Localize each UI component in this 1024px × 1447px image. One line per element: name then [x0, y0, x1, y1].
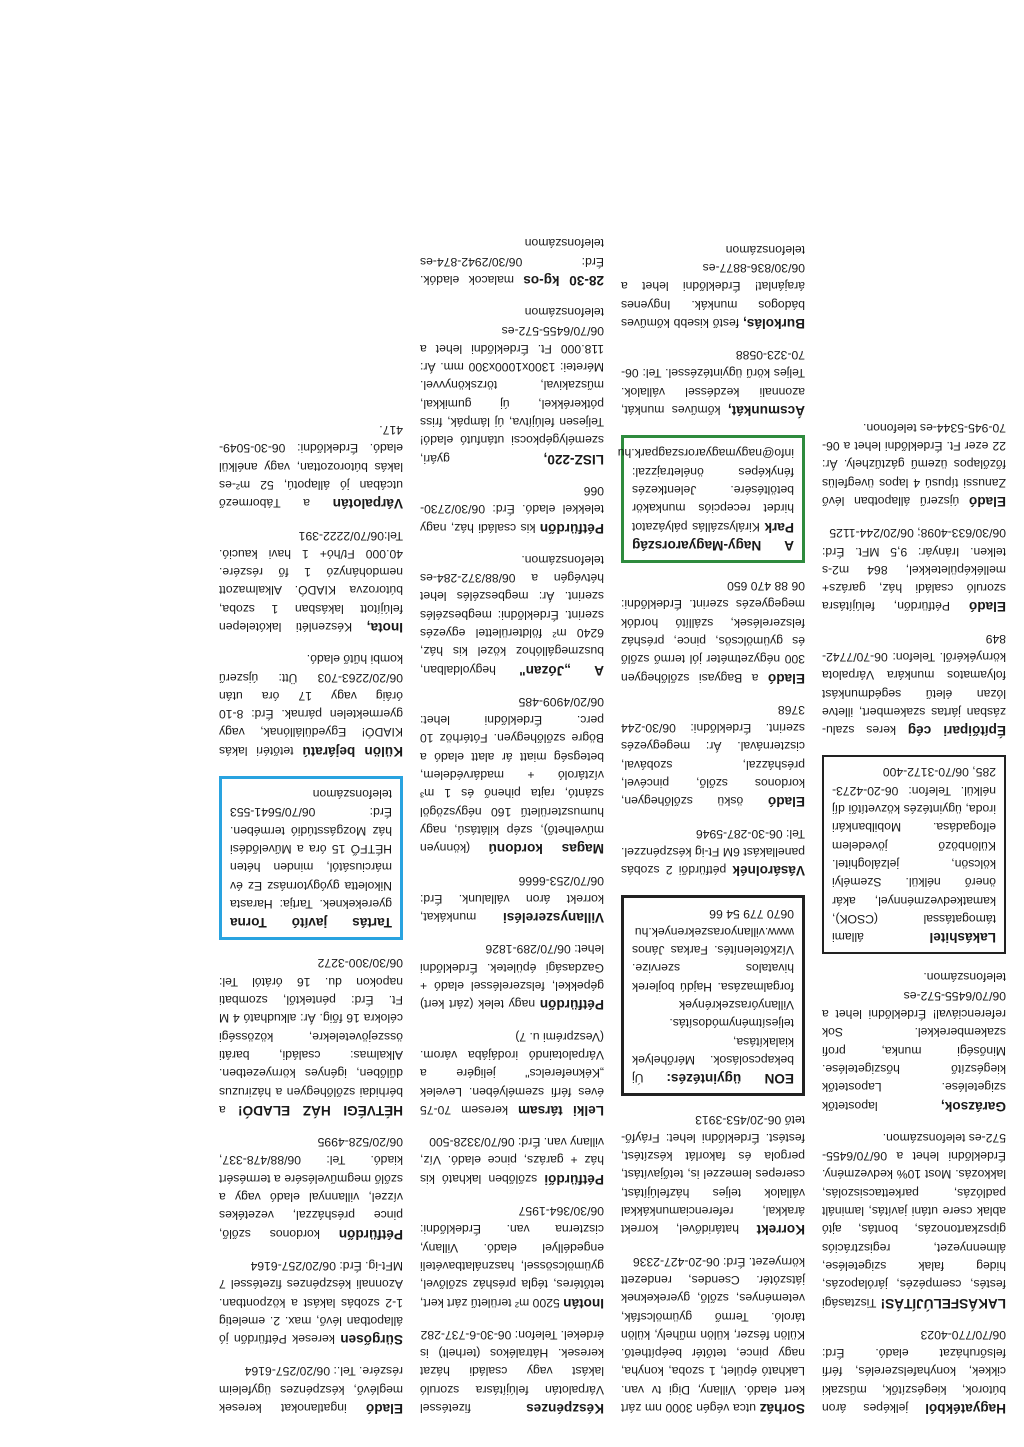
ad-title: HÉTVÉGI HÁZ ELADÓ!	[238, 1102, 403, 1118]
classified-ad	[621, 701, 805, 811]
ad-title: Eladó	[365, 1401, 403, 1416]
classified-ad	[420, 940, 604, 1013]
ad-body: lapostetők szigetelése. Lapostetők kiegészítő hőszigetelése. Minőségi munka, profi szakemberekkel. Sok referenciával! Érdeklődni lehet a 06/70/6455-572-es telefonszámon.	[822, 970, 1006, 1113]
classified-ad	[219, 1362, 403, 1417]
classified-ad	[420, 693, 604, 858]
classified-ad	[621, 824, 805, 879]
ad-body: jelképes áron bútorok, kiegészítők, műszaki cikkek, konyhafelszerelés, férfi felsőruházat eladó. Érd: 06/70/770-4023	[821, 1327, 1006, 1415]
ad-body: a bérhidai szőlőhegyen a háziruzus dűlőben, igényes környezetben. Alkalmas: családi, baráti összejövetelekre, közösségi célokra 16 főig. Ár: alkudható 4 M Ft. Érd: péntektől, szombati napokon du. 16 órától Tel: 06/30/300-3272	[219, 956, 403, 1117]
classified-ad	[822, 418, 1006, 509]
classified-ad	[822, 968, 1006, 1114]
ad-body: szőlőben lakható kis ház + garázs, pince eladó. Víz, villany van. Érd: 06/70/3328-500	[420, 1135, 604, 1186]
classifieds-column-2	[617, 226, 805, 1417]
ad-title: Korrekt	[756, 1222, 805, 1238]
ad-body: nagy telek (zárt kert) gépekkel, felszereléssel eladó + Gazdasági épületek. Érdeklődni lehet: 06/70/289-1826	[420, 942, 604, 1012]
ad-title: Eladó	[968, 599, 1006, 615]
ad-title: Külön bejáratú	[302, 743, 403, 759]
ad-title: Várpalotán	[332, 496, 403, 512]
ad-title: Pétfürdőn	[539, 997, 604, 1013]
ad-title: LAKÁSFELÚJÍTÁS!	[880, 1295, 1006, 1311]
ad-body: (könnyen művelhető), szép kilátású, nagy humuszterületű 160 négyszögöl szántó, rajta pihenő és 1 m³ víztároló + madárvédelem, betegség miatt ár alatt eladó a Bögre szőlőhegyen. Fótérhöz 10 perc. Érdeklődni lehet: 06/20/4909-485	[419, 694, 604, 856]
classified-ad	[420, 1202, 604, 1312]
ad-body: keresem 70-75 éves férfi személyében. Levelek „Kékneferelcs" jeligére a Várpalotaindó irodájába várom. (Veszprémi u. 7)	[420, 1029, 604, 1117]
ad-title: Pétfürdői	[544, 1171, 604, 1187]
ad-body: Készenléti lakótelepen felújított lakásban 1 szoba, bútorozva KIADÓ. Alkalmazott nemdohányzó 1 fő részére. 40.000 Ft/hó+ 1 havi kaució. Tel:06/70/2222-391	[219, 528, 403, 635]
ad-title: Inotán	[563, 1295, 604, 1311]
ad-body: fizetéssel Várpalotán felújításra szoruló lakást vagy családi házat keresek. Hátralékos (terhelt) is érdekel. Telefon: 06-30-6-737-282	[420, 1327, 604, 1415]
classified-ad	[621, 346, 805, 419]
ad-body: utca végén 3000 nm zárt kert eladó. Villany, Digi tv van. Lakható épület, 1 szoba, konyha, nagy pince, tetőtér beépíthető. Külön fészer, külön műhely, külön tároló. Termő gyümölcsfák, veteményes, szőlő, gyerekeknek játszótér. Csendes, rendezett környezet. Érd: 06-20-427-2336	[621, 1254, 805, 1415]
ad-body: kőműves munkát, azonnali kezdéssel vállalok. Teljes körű ügyintézéssel. Tel: 06-70-323-0588	[621, 348, 805, 418]
classified-ad	[219, 776, 403, 940]
classified-ad	[219, 526, 403, 636]
ad-body: határidővel, korrekt árakkal, referenciamunkákkal vállalok teljes házfelújítást, cserepes lemezzel is, tetőjavítást, pergola és fakorlát készítést, festést. Érdeklődni lehet: Fráyfő-tető 06-20/453-3913	[621, 1112, 805, 1237]
classified-ad	[219, 954, 403, 1119]
classified-ad	[621, 1110, 805, 1238]
ad-title: Villanyszerelési	[502, 910, 604, 926]
classifieds-column-1	[822, 404, 1006, 1417]
ad-title: Inota,	[366, 620, 403, 636]
classifieds-column-3	[420, 220, 604, 1417]
ad-body: Pétfürdőn, felújításra szoruló családi ház, garázs+ melléképületekkel, 864 m2-s telken. Irányár: 9,5 MFt. Érd: 06/30/633-4098; 06/20/244-1125	[822, 526, 1006, 614]
ad-body: Tisztasági festés, csempézés, járólapozás, hideg falak szigetelése, álmennyezet, regisztrációs gipszkartonozás, bontás, ajtó ablak csere utáni javítás, laminált padlózás, parkettacsiszolás, lakkozás. Most 10% kedvezmény. Érdeklődni lehet a 06/70/6455-572-es telefonszámon.	[822, 1130, 1006, 1310]
classified-ad	[420, 1133, 604, 1188]
classified-ad	[822, 629, 1006, 739]
ad-body: festő kisebb kőműves bádogos munkák. Ingyenes árajánlat! Érdeklődni lehet a 06/30/836-8877-es telefonszámon	[621, 242, 805, 330]
classified-ad	[420, 871, 604, 926]
classified-ad	[219, 650, 403, 760]
ad-title: Sorház	[759, 1401, 805, 1416]
classified-ad	[822, 1326, 1006, 1417]
classified-ad	[617, 435, 805, 563]
classified-ad	[420, 303, 604, 468]
ad-body: gyerekeknek. Tartja: Harasta Nikoletta gyógytornász Ez év márciusától, minden héten HÉTFŐ 15 óra a Művelődési ház Mozgásstúdió termében. Érd: 06/70/5641-553 telefonszámon	[230, 787, 392, 911]
ad-title: Építőipari cég	[907, 723, 1006, 739]
ad-title: Ácsmunkát,	[727, 403, 805, 419]
ad-body: Új bekapcsolások. Mérőhelyek kialakítása, teljesítménymódosítás. Villanyóraszekrények forgalmazása. Hajdú bojlerek hivatalos szervize. Vízkőtelenítés. Farkas János www.villanyoraszekrenyek.hu 0670 779 54 66	[631, 906, 794, 1086]
ad-body: gyári, személygépkocsi utánfutó eladó! Teljesen felújítva, új lámpák, friss pótkerékkel, új gumikkal, műszakival, törzskönyvvel. Méretei: 1300x1000x300 mm. Ár: 118.000 Ft. Érdeklődni lehet a 06/70/6455-572-es telefonszámon	[420, 305, 604, 466]
classified-ad	[219, 1257, 403, 1348]
ad-body: Királyszállás pályázatot hirdet recepciós munkakör betöltésére. Jelentkezés fényképes önéletrajzzal: info@nagymagyarorszagpark.hu	[617, 446, 794, 534]
ad-title: Eladó	[767, 794, 805, 810]
classified-ad	[420, 1027, 604, 1118]
ad-title: Burkolás,	[743, 315, 805, 331]
classified-ad	[420, 482, 604, 537]
ad-title: Eladó	[767, 670, 805, 686]
ad-body: pétfürdői 2 szobás panellakást 6M Ft-ig készpénzzel. Tel: 06-30-287-5946	[621, 826, 805, 878]
ad-title: Pétfürdőn	[539, 520, 604, 536]
classified-ad	[822, 755, 1006, 954]
ad-title: Garázsok,	[941, 1098, 1006, 1114]
classified-ad	[621, 895, 805, 1096]
ad-title: A „Józan"	[519, 662, 604, 678]
ad-title: Eladó	[968, 493, 1006, 509]
ad-title: Lakáshitel	[929, 930, 996, 946]
ad-body: újszerű állapotban lévő Zanussi típusú 4 lapos üvegfelüs főzőlapos üzemű gáztűzhely. Ár: 22 ezer Ft. Érdeklődni lehet a 06-70-945-5344-es telefonon.	[822, 420, 1006, 508]
ad-title: Lelki társam	[518, 1102, 604, 1118]
ad-title: Magas kordonú	[488, 841, 604, 857]
ad-body: tetőtéri lakás KIADÓ! Egyedülállónak, vagy gyermektelen párnak. Érd: 8-10 óráig vagy 17 óra után 06/20/2263-703 Ütt: újszerű kombi hűtő eladó.	[219, 652, 403, 758]
ad-title: Hagyatékból	[925, 1401, 1006, 1416]
ad-title: Tartás javító Torna	[230, 915, 392, 931]
ad-body: keres szalu-zásban jártas szakembert, illetve lózan életű segédmunkást folyamatos munkára Várpalota környékéről. Telefon: 06-70/7742-849	[821, 631, 1006, 738]
ad-title: Készpénzes	[526, 1401, 604, 1416]
ad-body: állami támogatással (CSOK), kamatkedvezménnyel, akár önerő nélkül. Személyi kölcsön, jelzáloghitel. Különböző jövedelem elfogadása. Mobilbankári iroda, ügyintézés közvetítői díj nélkül. Telefon: 06-20-4273-285, 06/70-3172-400	[832, 765, 996, 945]
classified-ad	[219, 1133, 403, 1243]
ad-title: EON ügyintézés:	[666, 1071, 794, 1087]
ad-body: kis családi ház, nagy telekkel eladó. Érd: 06/30/2730-066	[420, 483, 604, 535]
ad-body: öskü szőlőhegyen, kordonos szőlő, pincével, présházzal, szobával, ciszternával. Ár: megegyezés szerint. Érdeklődni: 06/30-244 3768	[620, 702, 805, 809]
ad-title: 28-30 kg-os	[523, 272, 604, 288]
classified-ad	[822, 1129, 1006, 1312]
ad-body: 5200 m² területű zárt kert, tetőtéres, tégla présház szőlővel, gyümölcsössel, használatbavételi engedéllyel eladó. Villany, ciszterna van. Érdeklődni: 06/30/364-1957	[420, 1204, 604, 1310]
classifieds-column-4	[219, 407, 403, 1417]
ad-title: Vásárolnék	[732, 863, 805, 879]
ad-body: a Bagyasi szőlőhegyen 300 négyzetméter jól termő szőlő és gyümölcsös, pince, présház felszerelések, szállító hordók megegyezés szerint. Érdeklődni: 06 88 470 650	[621, 579, 805, 685]
ad-body: a Tábormező utcában jó állapotú, 52 m²-es lakás bútorozottan, vagy anélkül eladó. Érdeklődni: 06-30-5049-417.	[219, 423, 403, 511]
classified-ad	[420, 551, 604, 679]
ad-body: hegyoldalban, buszmegállóhoz közel kis ház, 6240 m² földterülettel egyezés szerint. Érdeklődni: megbeszélés szerint. Ár: megbeszélés lehet hétvégén a 06/88/372-284-es telefonszámon.	[420, 552, 604, 677]
classified-ad	[420, 234, 604, 289]
ad-title: A Nagy-Magyarország Park	[632, 519, 794, 553]
classified-ad	[822, 524, 1006, 615]
ad-title: Sürgősen	[340, 1332, 403, 1348]
ad-body: kordonos szőlő, pince présházzal, vezetékes vízzel, villannyal eladó vagy a szőlő megművelésére a termésért kiadó. Tel: 06/88/478-337, 06/20/528-4995	[219, 1135, 403, 1241]
ad-body: ingatlanokat keresek meglévő, készpénzes ügyfeleim részére. Tel.: 06/20/257-6164	[219, 1364, 403, 1415]
ad-title: Pétfürdőn	[338, 1226, 403, 1242]
ad-body: keresek Pétfürdőn jó állapotban lévő, max. 2. emeletig 1-2 szobás lakást a központban. Azonnali készpénzes fizetéssel 7 MFt-ig. Érd: 06/20/257-6164	[219, 1258, 403, 1347]
classified-ad	[219, 421, 403, 512]
ad-body: munkákat, korrekt áron vállalunk. Érd: 06/70/253-6666	[420, 873, 604, 925]
ad-body: malacok eladók. Érd: 06/30/2942-874-es telefonszámon	[420, 236, 604, 287]
classified-ad	[621, 1252, 805, 1417]
classified-ad	[621, 240, 805, 331]
ad-title: LISZ-220,	[543, 451, 604, 467]
classified-ad	[420, 1326, 604, 1417]
classified-ad	[621, 577, 805, 687]
